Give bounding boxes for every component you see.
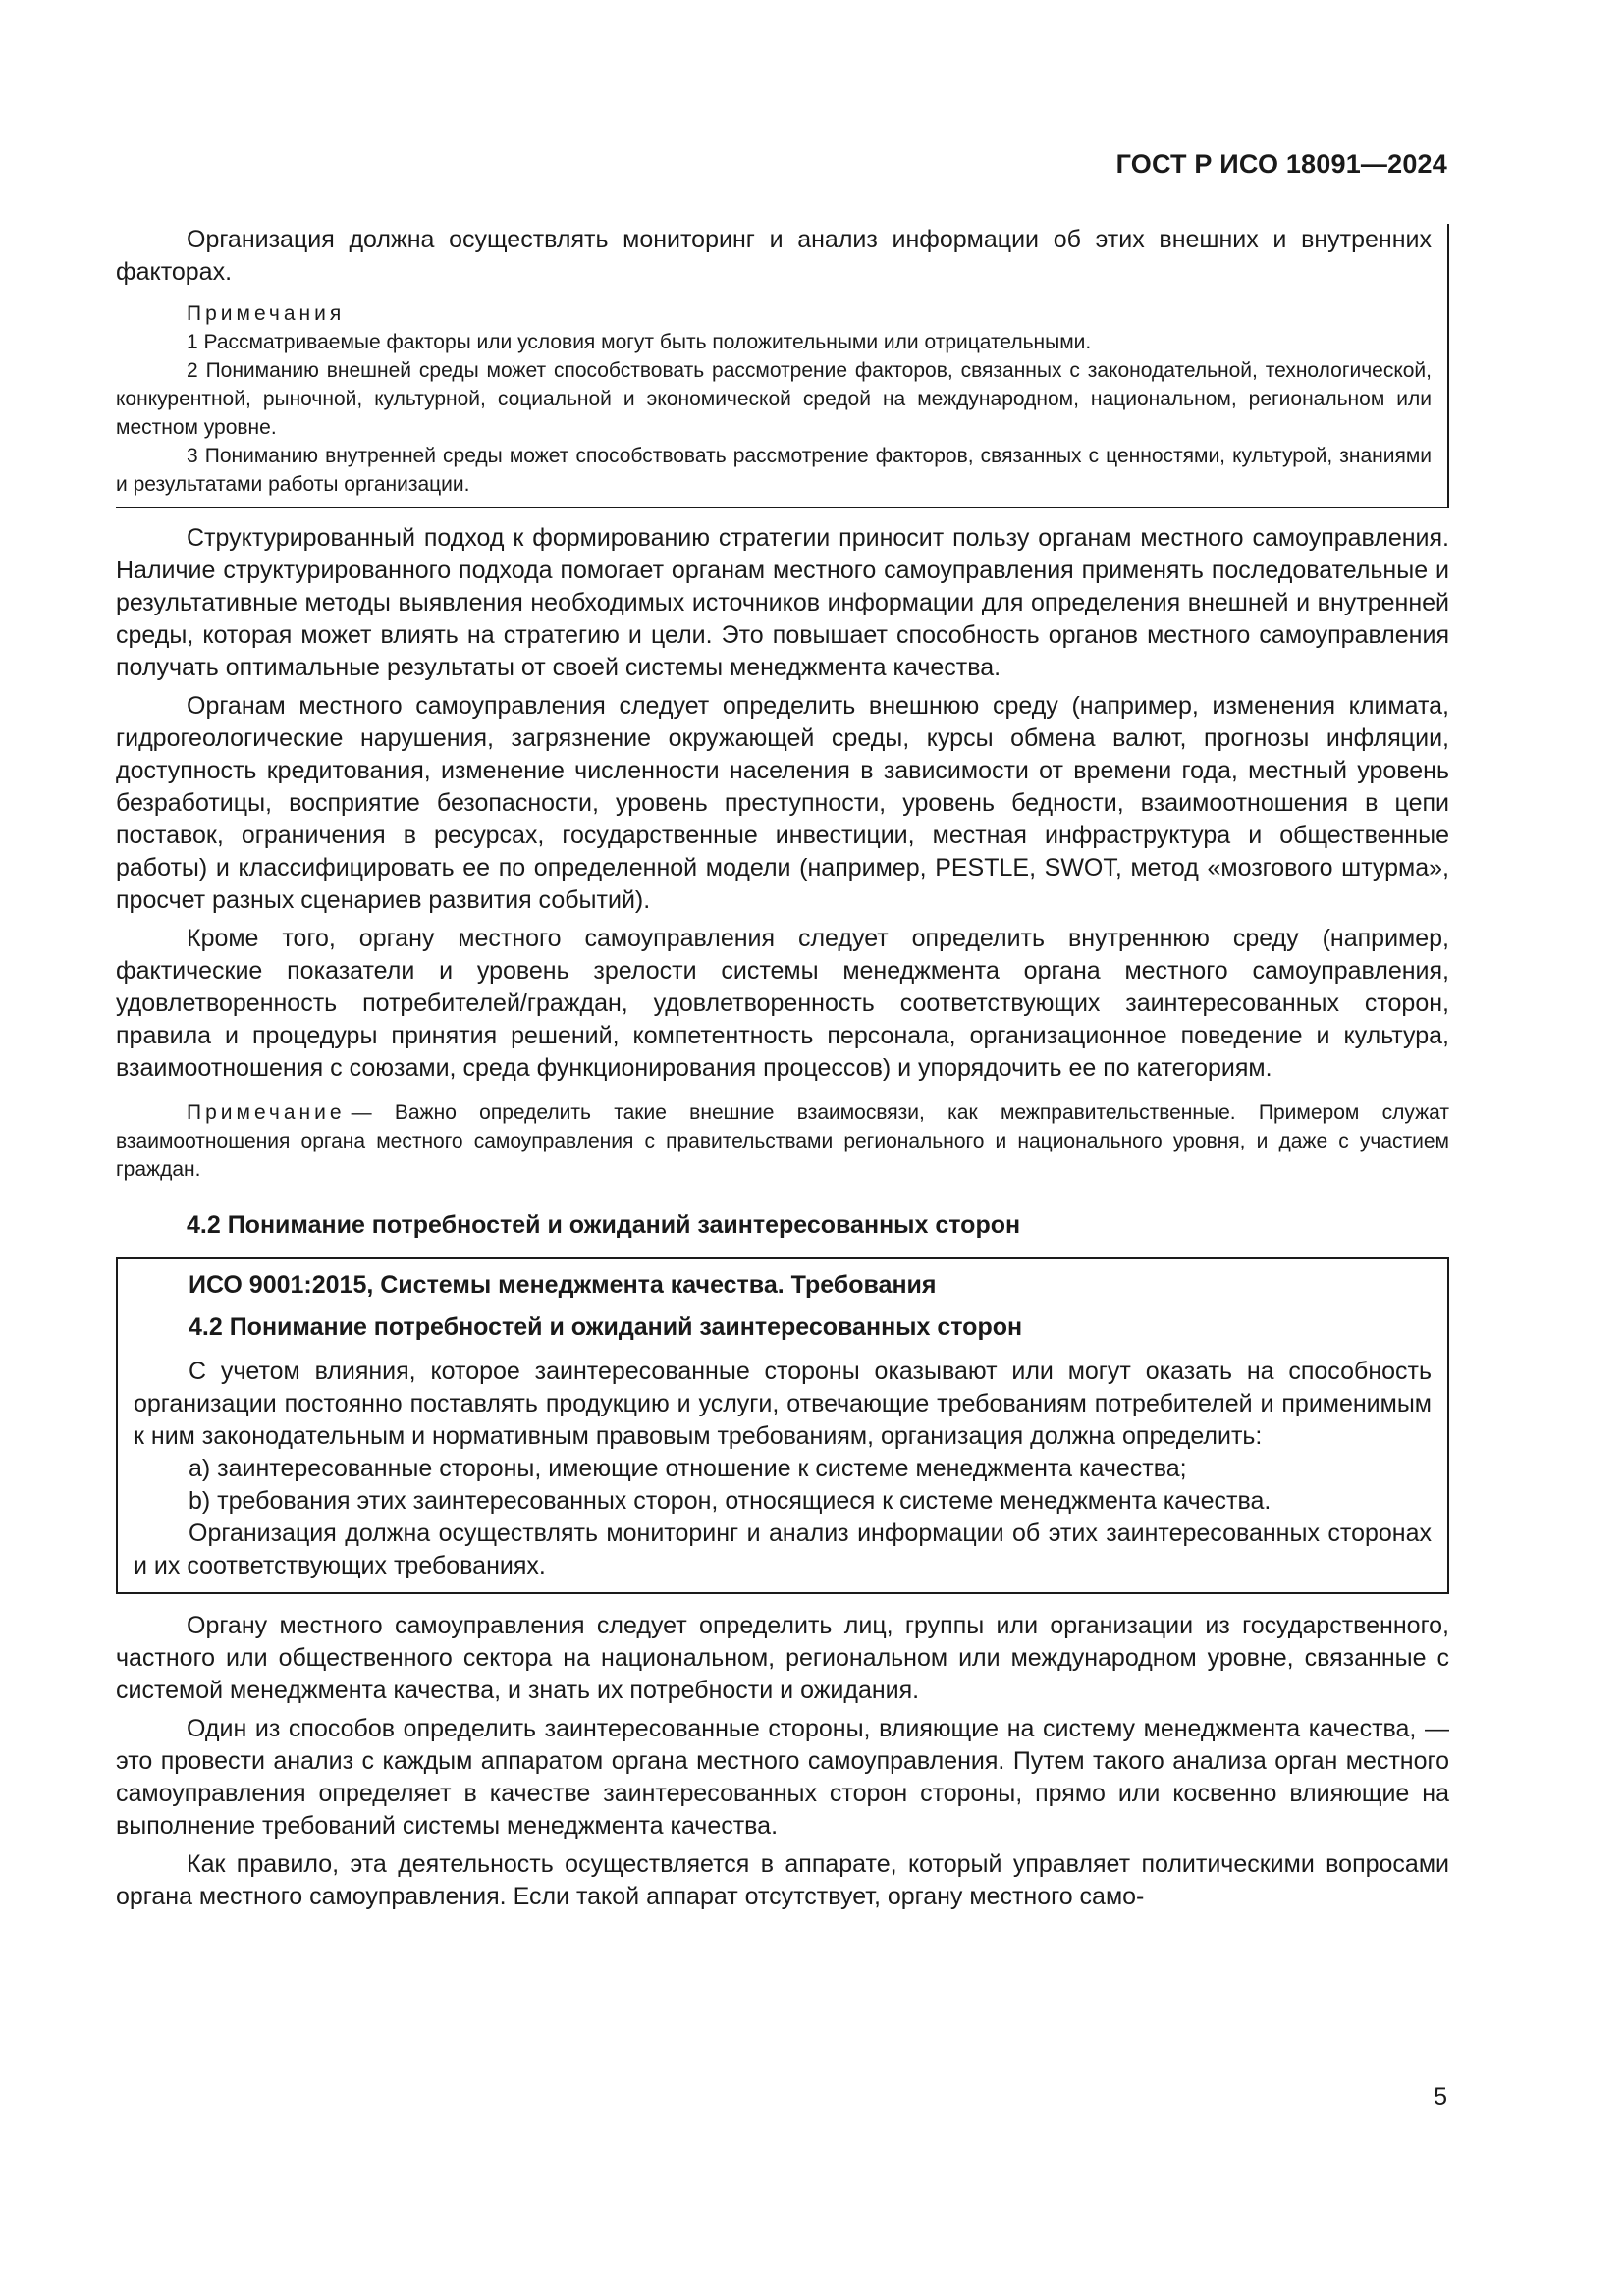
iso-9001-quote-box: [116, 1257, 1449, 1594]
iso-box-closing: Организация должна осуществлять мониторинг и анализ информации об этих заинтересованных сторонах и их соответствующих требованиях.: [134, 1520, 1432, 1579]
note-3: 3 Пониманию внутренней среды может способствовать рассмотрение факторов, связанных с ценностями, культурой, знаниями и результатами работы организации.: [116, 445, 1432, 496]
body-paragraph-analysis: Один из способов определить заинтересованные стороны, влияющие на систему менеджмента качества, — это провести анализ с каждым аппаратом органа местного самоуправления. Путем такого анализа орган местного самоуправления определяет в качестве заинтересованных сторон стороны, прямо или косвенно влияющие на выполнение требований системы менеджмента качества.: [116, 1715, 1449, 1840]
body-paragraph-external-environment: Органам местного самоуправления следует определить внешнюю среду (например, изменения климата, гидрогеологические нарушения, загрязнение окружающей среды, курсы обмена валют, прогнозы инфляции, доступность кредитования, изменение численности населения в зависимости от времени года, местный уровень безработицы, восприятие безопасности, уровень преступности, уровень бедности, взаимоотношения в цепи поставок, ограничения в ресурсах, государственные инвестиции, местная инфраструктура и общественные работы) и классифицировать ее по определенной модели (например, PESTLE, SWOT, метод «мозгового штурма», просчет разных сценариев развития событий).: [116, 692, 1449, 914]
body-note: [116, 1098, 1449, 1184]
iso-box-item-b: b) требования этих заинтересованных сторон, относящиеся к системе менеджмента качества.: [189, 1487, 1272, 1515]
body-paragraph-political-apparatus: Как правило, эта деятельность осуществляется в аппарате, который управляет политическими вопросами органа местного самоуправления. Если такой аппарат отсутствует, органу местного само-: [116, 1850, 1449, 1910]
body-paragraph-stakeholders: Органу местного самоуправления следует определить лиц, группы или организации из государственного, частного или общественного сектора на национальном, региональном или международном уровне, связанные с системой менеджмента качества, и знать их потребности и ожидания.: [116, 1612, 1449, 1704]
body-paragraph-internal-environment: Кроме того, органу местного самоуправления следует определить внутреннюю среду (например, фактические показатели и уровень зрелости системы менеджмента органа местного самоуправления, удовлетворенность потребителей/граждан, удовлетворенность соответствующих заинтересованных сторон, правила и процедуры принятия решений, компетентность персонала, организационное поведение и культура, взаимоотношения с союзами, среда функционирования процессов) и упорядочить ее по категориям.: [116, 925, 1449, 1082]
iso-box-intro: С учетом влияния, которое заинтересованные стороны оказывают или могут оказать на способность организации постоянно поставлять продукцию и услуги, отвечающие требованиям потребителей и применимым к ним законодательным и нормативным правовым требованиям, организация должна определить:: [134, 1358, 1432, 1450]
note-2: 2 Пониманию внешней среды может способствовать рассмотрение факторов, связанных с законодательной, технологической, конкурентной, рыночной, культурной, социальной и экономической средой на международном, национальном, региональном или местном уровне.: [116, 359, 1432, 439]
iso-box-item-a: a) заинтересованные стороны, имеющие отношение к системе менеджмента качества;: [189, 1455, 1187, 1482]
page-content: [116, 224, 1449, 1913]
iso-box-subtitle: 4.2 Понимание потребностей и ожиданий заинтересованных сторон: [189, 1313, 1023, 1341]
iso-box-title: ИСО 9001:2015, Системы менеджмента качества. Требования: [189, 1271, 937, 1299]
box-paragraph: Организация должна осуществлять мониторинг и анализ информации об этих внешних и внутренних факторах.: [116, 226, 1432, 286]
document-code-header: ГОСТ Р ИСО 18091—2024: [1115, 149, 1447, 179]
note-1: 1 Рассматриваемые факторы или условия могут быть положительными или отрицательными.: [187, 331, 1092, 353]
body-paragraph-structured-approach: Структурированный подход к формированию стратегии приносит пользу органам местного самоуправления. Наличие структурированного подхода помогает органам местного самоуправления применять последовательные и результативные методы выявления необходимых источников информации для определения внешней и внутренней среды, которая может влиять на стратегию и цели. Это повышает способность органов местного самоуправления получать оптимальные результаты от своей системы менеджмента качества.: [116, 524, 1449, 681]
page-number: 5: [1434, 2083, 1447, 2110]
body-note-label: Примечание: [187, 1101, 346, 1124]
notes-title: Примечания: [187, 302, 346, 325]
body-note-text: — Важно определить такие внешние взаимосвязи, как межправительственные. Примером служат взаимоотношения органа местного самоуправления с правительствами регионального и национального уровня, и даже с участием граждан.: [116, 1101, 1449, 1181]
section-heading-4-2: 4.2 Понимание потребностей и ожиданий заинтересованных сторон: [187, 1211, 1021, 1239]
quoted-requirement-box-continued: [116, 224, 1449, 508]
